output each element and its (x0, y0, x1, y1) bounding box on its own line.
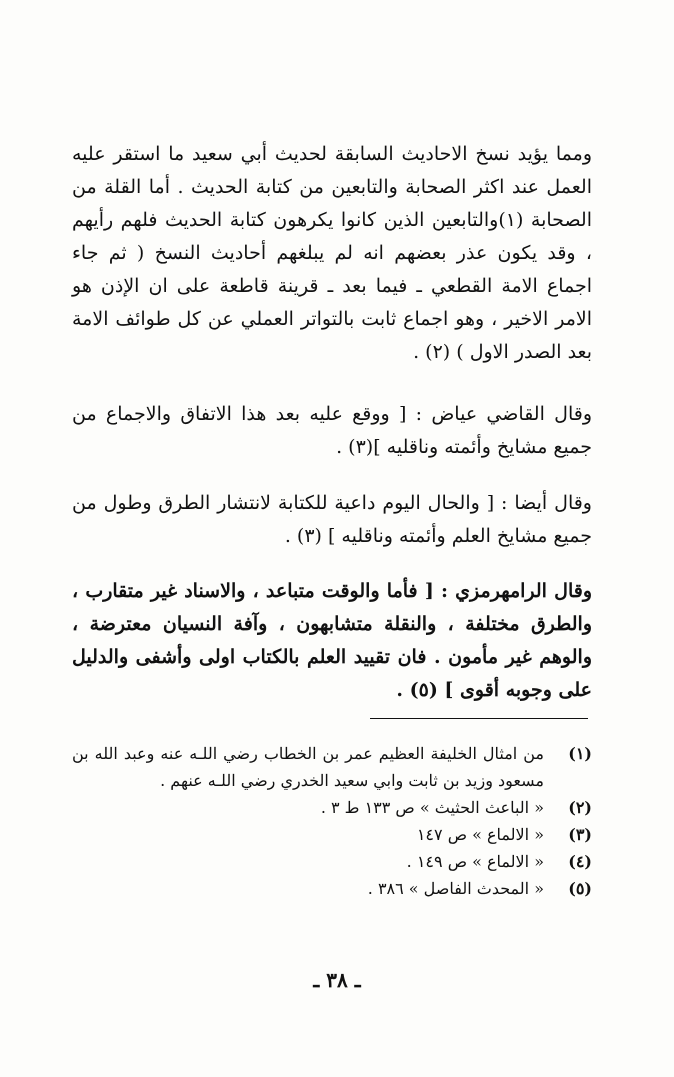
footnote-divider (370, 718, 588, 719)
footnote-number: (٤) (568, 852, 592, 871)
page-number: ـ ٣٨ ـ (313, 968, 361, 992)
footnote-text: « المحدث الفاصل » ٣٨٦ . (367, 879, 544, 898)
paragraph-1: ومما يؤيد نسخ الاحاديث السابقة لحديث أبي سعيد ما استقر عليه العمل عند اكثر الصحابة والتابعين من كتابة الحديث . أما القلة من الصحابة (١)والتابعين الذين كانوا يكرهون كتابة الحديث فلهم رأيهم ، وقد يكون عذر بعضهم انه لم يبلغهم أحاديث النسخ ( ثم جاء اجماع الامة القطعي ـ فيما بعد ـ قرينة قاطعة على ان الإذن هو الامر الاخير ، وهو اجماع ثابت بالتواتر العملي عن كل طوائف الامة بعد الصدر الاول ) (٢) . (72, 143, 592, 363)
footnote-text: من امثال الخليفة العظيم عمر بن الخطاب رضي اللـه عنه وعبد الله بن مسعود وزيد بن ثابت وابي سعيد الخدري رضي اللـه عنهم . (72, 744, 544, 790)
paragraph-4: وقال الرامهرمزي : [ فأما والوقت متباعد ، والاسناد غير متقارب ، والطرق مختلفة ، والنقلة متشابهون ، وآفة النسيان معترضة ، والوهم غير مأمون . فان تقييد العلم بالكتاب اولى وأشفى والدليل على وجوبه أقوى ] (٥) . (72, 580, 592, 701)
footnote-3 (72, 821, 592, 848)
footnote-1 (72, 740, 592, 794)
footnote-number: (٢) (568, 798, 592, 817)
paragraph-2: وقال القاضي عياض : [ ووقع عليه بعد هذا الاتفاق والاجماع من جميع مشايخ وأئمته وناقليه ](٣) . (72, 403, 592, 458)
footnote-4 (72, 848, 592, 875)
footnote-number: (٥) (568, 879, 592, 898)
footnote-number: (١) (568, 744, 592, 763)
footnote-2 (72, 794, 592, 821)
footnote-text: « الالماع » ص ١٤٧ (416, 825, 544, 844)
footnote-text: « الباعث الحثيث » ص ١٣٣ ط ٣ . (320, 798, 544, 817)
paragraph-3: وقال أيضا : [ والحال اليوم داعية للكتابة لانتشار الطرق وطول من جميع مشايخ العلم وأئمته وناقليه ] (٣) . (72, 492, 592, 547)
footnote-5 (72, 875, 592, 902)
footnote-text: « الالماع » ص ١٤٩ . (406, 852, 544, 871)
footnote-number: (٣) (568, 825, 592, 844)
footnotes (72, 740, 592, 902)
